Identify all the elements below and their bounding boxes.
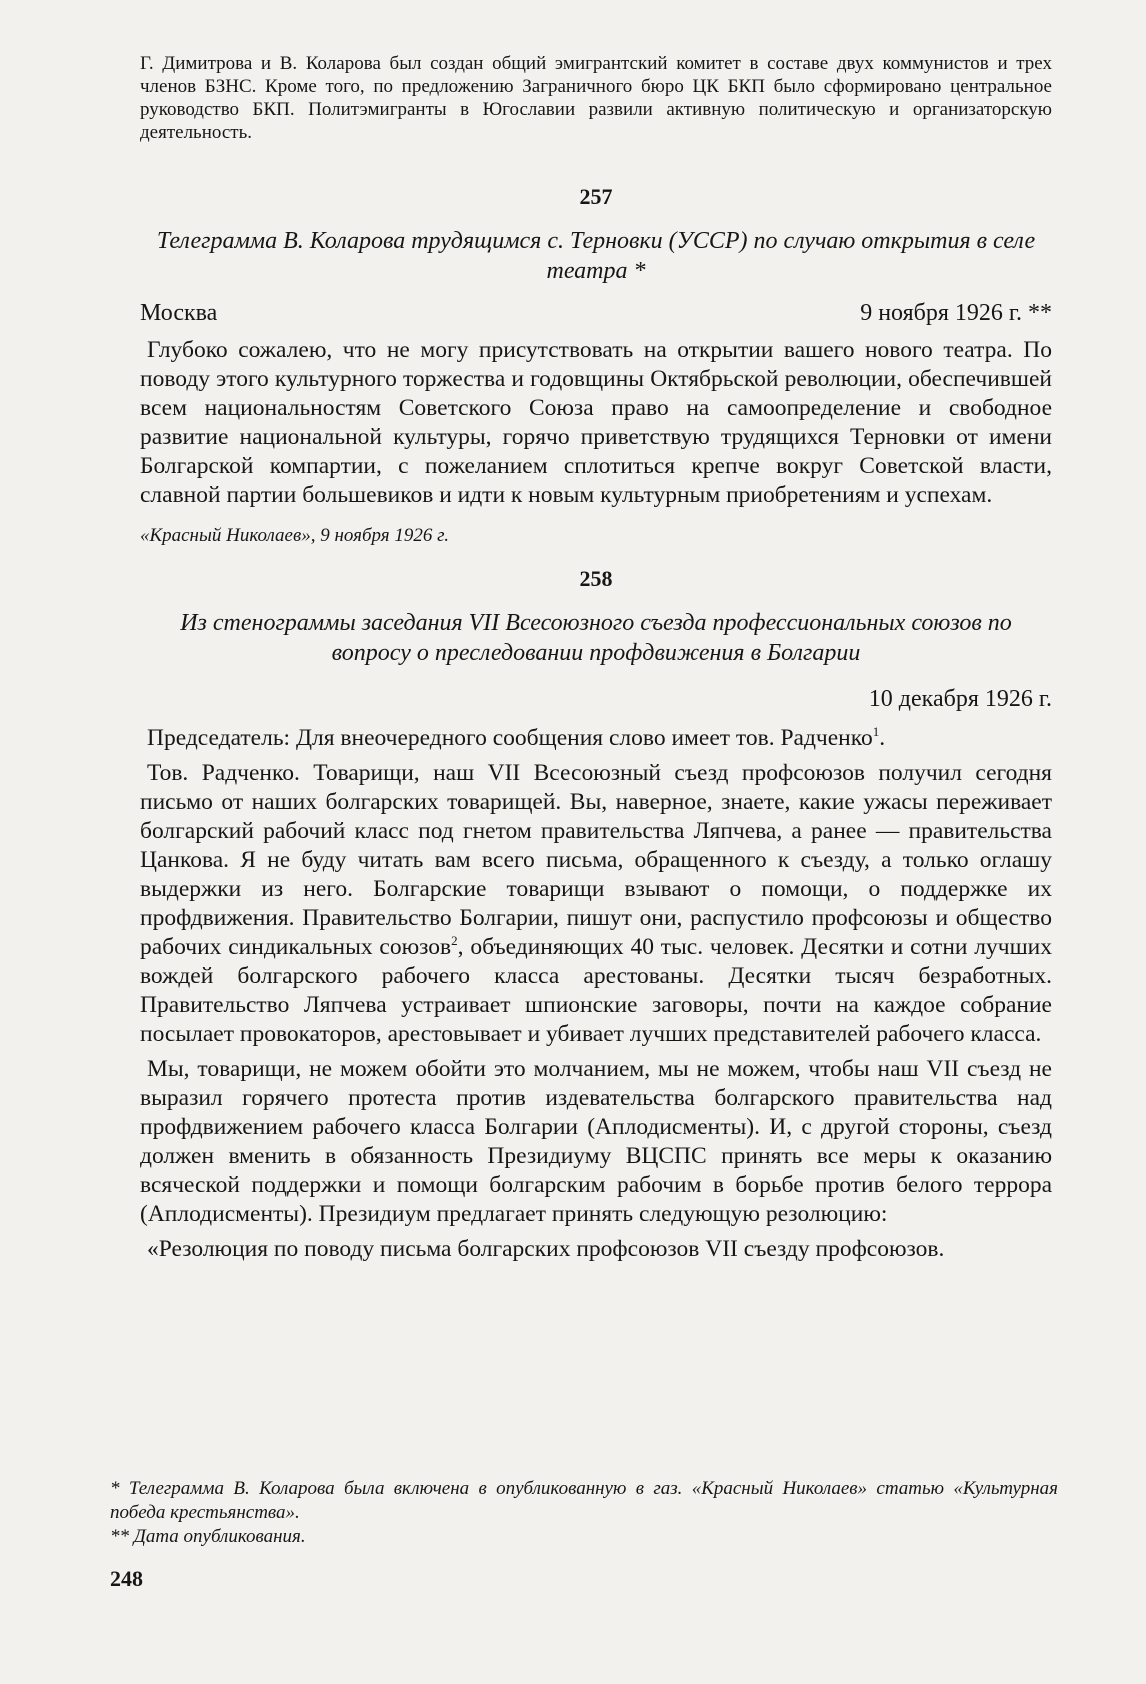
dateline-257 — [140, 298, 1052, 328]
date: 9 ноября 1926 г. ** — [860, 300, 1052, 326]
document-title-258: Из стенограммы заседания VII Всесоюзного съезда профессиональных союзов по вопросу о преследовании профдвижения в Болгарии — [180, 610, 1012, 666]
place: Москва — [140, 300, 218, 326]
document-title-257: Телеграмма В. Коларова трудящимся с. Терновки (УССР) по случаю открытия в селе театра * — [156, 228, 1036, 284]
radchenko-text: Тов. Радченко. Товарищи, наш VII Всесоюзный съезд профсоюзов получил сегодня письмо от наших болгарских товарищей. Вы, наверное, знаете, какие ужасы переживает болгарский рабочий класс под гнетом правительства Ляпчева, а ранее — правительства Цанкова. Я не буду читать вам всего письма, обращенного к съезду, а только оглашу выдержки из него. Болгарские товарищи взывают о помощи, о поддержке их профдвижения. Правительство Болгарии, пишут они, распустило профсоюзы и общество рабочих синдикальных союзов — [140, 760, 1052, 960]
radchenko-text-cont: , объединяющих 40 тыс. человек. Десятки и сотни лучших вождей болгарского рабочего класса арестованы. Десятки тысяч безработных. Правительство Ляпчева устраивает шпионские заговоры, почти на каждое собрание посылает провокаторов, арестовывает и убивает лучших представителей рабочего класса. — [140, 934, 1053, 1047]
chairman-text-end: . — [879, 725, 886, 751]
intro-paragraph: Г. Димитрова и В. Коларова был создан общий эмигрантский комитет в составе двух коммунистов и трех членов БЗНС. Кроме того, по предложению Заграничного бюро ЦК БКП было сформировано центральное руководство БКП. Политэмигранты в Югославии развили активную политическую и организаторскую деятельность. — [140, 53, 1052, 143]
chairman-text: Председатель: Для внеочередного сообщения слово имеет тов. Радченко — [147, 725, 873, 751]
page-content — [140, 52, 1052, 1270]
dateline-258 — [140, 684, 1052, 714]
footnote-ref: 1 — [872, 724, 880, 740]
source-citation: «Красный Николаев», 9 ноября 1926 г. — [140, 525, 450, 546]
footnote-ref: 2 — [451, 933, 458, 949]
document-number-257: 257 — [579, 184, 613, 209]
document-number-258: 258 — [579, 566, 613, 591]
radchenko-paragraph — [140, 759, 1052, 1049]
telegram-body: Глубоко сожалею, что не могу присутствовать на открытии вашего нового театра. По поводу этого культурного торжества и годовщины Октябрьской революции, обеспечившей всем национальностям Советского Союза право на самоопределение и свободное развитие национальной культуры, горячо приветствую трудящихся Терновки от имени Болгарской компартии, с пожеланием сплотиться крепче вокруг Советской власти, славной партии большевиков и идти к новым культурным приобретениям и успехам. — [140, 337, 1052, 508]
chairman-paragraph — [140, 724, 1052, 753]
resolution-paragraph: «Резолюция по поводу письма болгарских профсоюзов VII съезду профсоюзов. — [147, 1236, 945, 1262]
protest-paragraph: Мы, товарищи, не можем обойти это молчанием, мы не можем, чтобы наш VII съезд не выразил горячего протеста против издевательства болгарского правительства над профдвижением рабочего класса Болгарии (Аплодисменты). И, с другой стороны, съезд должен вменить в обязанность Президиуму ВЦСПС принять все меры к оказанию всяческой поддержки и помощи болгарским рабочим в борьбе против белого террора (Аплодисменты). Президиум предлагает принять следующую резолюцию: — [140, 1056, 1052, 1227]
footnote-1: * Телеграмма В. Коларова была включена в опубликованную в газ. «Красный Николаев» статью «Культурная победа крестьянства». — [110, 1478, 1058, 1523]
footnotes — [110, 1477, 1058, 1549]
footnote-2: ** Дата опубликования. — [110, 1526, 306, 1547]
page-number: 248 — [110, 1566, 143, 1591]
date: 10 декабря 1926 г. — [868, 686, 1052, 712]
